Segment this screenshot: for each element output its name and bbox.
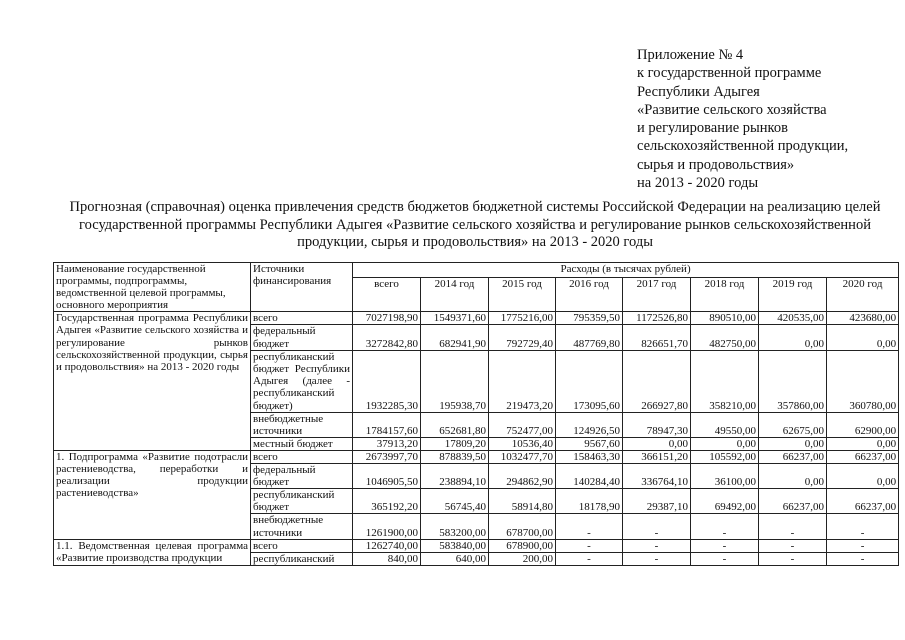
document-title: Прогнозная (справочная) оценка привлечения средств бюджетов бюджетной системы Российской Федерации на реализацию целей государственной программы Республики Адыгея «Развитие сельского хозяйства и регулирование рынков сельскохозяйственной продукции, сырья и продовольствия» на 2013 - 2020 годы [69,199,881,250]
amount-cell: 1172526,80 [623,312,691,325]
amount-cell: 840,00 [353,552,421,565]
amount-cell: - [759,539,827,552]
amount-cell: 0,00 [759,325,827,350]
appendix-line: к государственной программе [637,65,822,82]
amount-cell: 640,00 [421,552,489,565]
amount-cell: - [759,552,827,565]
program-name-cell: 1. Подпрограмма «Развитие подотрасли растениеводства, переработки и реализации продукции растениеводства» [54,450,251,539]
amount-cell: 358210,00 [691,350,759,412]
amount-cell: 0,00 [759,464,827,489]
table-row [54,450,899,463]
amount-cell: 158463,30 [556,450,623,463]
amount-cell: 357860,00 [759,350,827,412]
amount-cell: 7027198,90 [353,312,421,325]
amount-cell: 2673997,70 [353,450,421,463]
amount-cell: 366151,20 [623,450,691,463]
amount-cell: 0,00 [759,437,827,450]
amount-cell: 1549371,60 [421,312,489,325]
header-col-2015: 2015 год [489,278,556,312]
amount-cell: 1262740,00 [353,539,421,552]
funding-source-cell: внебюджетные источники [251,514,353,539]
amount-cell: 62900,00 [827,412,899,437]
amount-cell: 792729,40 [489,325,556,350]
funding-source-cell: федеральный бюджет [251,464,353,489]
amount-cell: - [827,552,899,565]
table-row [54,312,899,325]
header-col-2016: 2016 год [556,278,623,312]
amount-cell: 890510,00 [691,312,759,325]
amount-cell: 66237,00 [827,489,899,514]
amount-cell: 652681,80 [421,412,489,437]
amount-cell: 1032477,70 [489,450,556,463]
table-row [54,539,899,552]
appendix-line: сельскохозяйственной продукции, [637,138,849,155]
amount-cell: - [556,552,623,565]
header-col-2014: 2014 год [421,278,489,312]
budget-table [53,262,899,566]
amount-cell: - [691,539,759,552]
appendix-block [637,46,899,192]
amount-cell: 0,00 [691,437,759,450]
amount-cell: 124926,50 [556,412,623,437]
amount-cell: 195938,70 [421,350,489,412]
appendix-line: и регулирование рынков [637,120,788,137]
funding-source-cell: местный бюджет [251,437,353,450]
amount-cell: 66237,00 [759,489,827,514]
amount-cell: 10536,40 [489,437,556,450]
funding-source-cell: внебюджетные источники [251,412,353,437]
amount-cell: 795359,50 [556,312,623,325]
header-col-2018: 2018 год [691,278,759,312]
amount-cell: 360780,00 [827,350,899,412]
appendix-line: сырья и продовольствия» [637,156,795,173]
funding-source-cell: республиканский бюджет [251,489,353,514]
amount-cell: 365192,20 [353,489,421,514]
amount-cell: 58914,80 [489,489,556,514]
appendix-line: Республики Адыгея [637,83,760,100]
amount-cell: - [556,514,623,539]
amount-cell: - [623,539,691,552]
amount-cell: 173095,60 [556,350,623,412]
header-source: Источники финансирования [251,263,353,312]
funding-source-cell: республиканский [251,552,353,565]
amount-cell: 266927,80 [623,350,691,412]
amount-cell: 9567,60 [556,437,623,450]
amount-cell: 294862,90 [489,464,556,489]
amount-cell: 219473,20 [489,350,556,412]
amount-cell: 29387,10 [623,489,691,514]
funding-source-cell: федеральный бюджет [251,325,353,350]
amount-cell: 752477,00 [489,412,556,437]
funding-source-cell: республиканский бюджет Республики Адыгея (далее - республиканский бюджет) [251,350,353,412]
amount-cell: 0,00 [827,464,899,489]
program-name-cell: 1.1. Ведомственная целевая программа «Развитие производства продукции [54,539,251,565]
header-col-2017: 2017 год [623,278,691,312]
header-col-2019: 2019 год [759,278,827,312]
funding-source-cell: всего [251,450,353,463]
amount-cell: 878839,50 [421,450,489,463]
appendix-line: на 2013 - 2020 годы [637,175,759,192]
amount-cell: 1784157,60 [353,412,421,437]
amount-cell: 482750,00 [691,325,759,350]
amount-cell: 678700,00 [489,514,556,539]
amount-cell: 583840,00 [421,539,489,552]
funding-source-cell: всего [251,539,353,552]
appendix-line: Приложение № 4 [637,47,744,63]
amount-cell: - [759,514,827,539]
header-col-2020: 2020 год [827,278,899,312]
amount-cell: 583200,00 [421,514,489,539]
table-body [54,312,899,565]
amount-cell: 678900,00 [489,539,556,552]
amount-cell: 1046905,50 [353,464,421,489]
amount-cell: 105592,00 [691,450,759,463]
amount-cell: 66237,00 [759,450,827,463]
program-name-cell: Государственная программа Республики Адыгея «Развитие сельского хозяйства и регулирование рынков сельскохозяйственной продукции, сырья и продовольствия» на 2013 - 2020 годы [54,312,251,451]
amount-cell: 487769,80 [556,325,623,350]
amount-cell: 66237,00 [827,450,899,463]
amount-cell: - [623,552,691,565]
amount-cell: 423680,00 [827,312,899,325]
amount-cell: - [691,514,759,539]
funding-source-cell: всего [251,312,353,325]
amount-cell: 3272842,80 [353,325,421,350]
amount-cell: 18178,90 [556,489,623,514]
header-col-total: всего [353,278,421,312]
amount-cell: 36100,00 [691,464,759,489]
amount-cell: 200,00 [489,552,556,565]
amount-cell: 0,00 [623,437,691,450]
amount-cell: 826651,70 [623,325,691,350]
amount-cell: 1261900,00 [353,514,421,539]
amount-cell: 140284,40 [556,464,623,489]
amount-cell: 0,00 [827,437,899,450]
amount-cell: 69492,00 [691,489,759,514]
amount-cell: 1932285,30 [353,350,421,412]
amount-cell: - [623,514,691,539]
amount-cell: 682941,90 [421,325,489,350]
amount-cell: 49550,00 [691,412,759,437]
amount-cell: 62675,00 [759,412,827,437]
amount-cell: 1775216,00 [489,312,556,325]
amount-cell: 17809,20 [421,437,489,450]
header-name: Наименование государственной программы, подпрограммы, ведомственной целевой программы, основного мероприятия [54,263,251,312]
amount-cell: 56745,40 [421,489,489,514]
amount-cell: - [556,539,623,552]
amount-cell: - [827,539,899,552]
header-row [54,263,899,278]
amount-cell: - [691,552,759,565]
amount-cell: 336764,10 [623,464,691,489]
amount-cell: 0,00 [827,325,899,350]
amount-cell: - [827,514,899,539]
amount-cell: 78947,30 [623,412,691,437]
amount-cell: 420535,00 [759,312,827,325]
header-expenses: Расходы (в тысячах рублей) [353,263,899,278]
appendix-line: «Развитие сельского хозяйства [637,101,827,118]
amount-cell: 238894,10 [421,464,489,489]
amount-cell: 37913,20 [353,437,421,450]
